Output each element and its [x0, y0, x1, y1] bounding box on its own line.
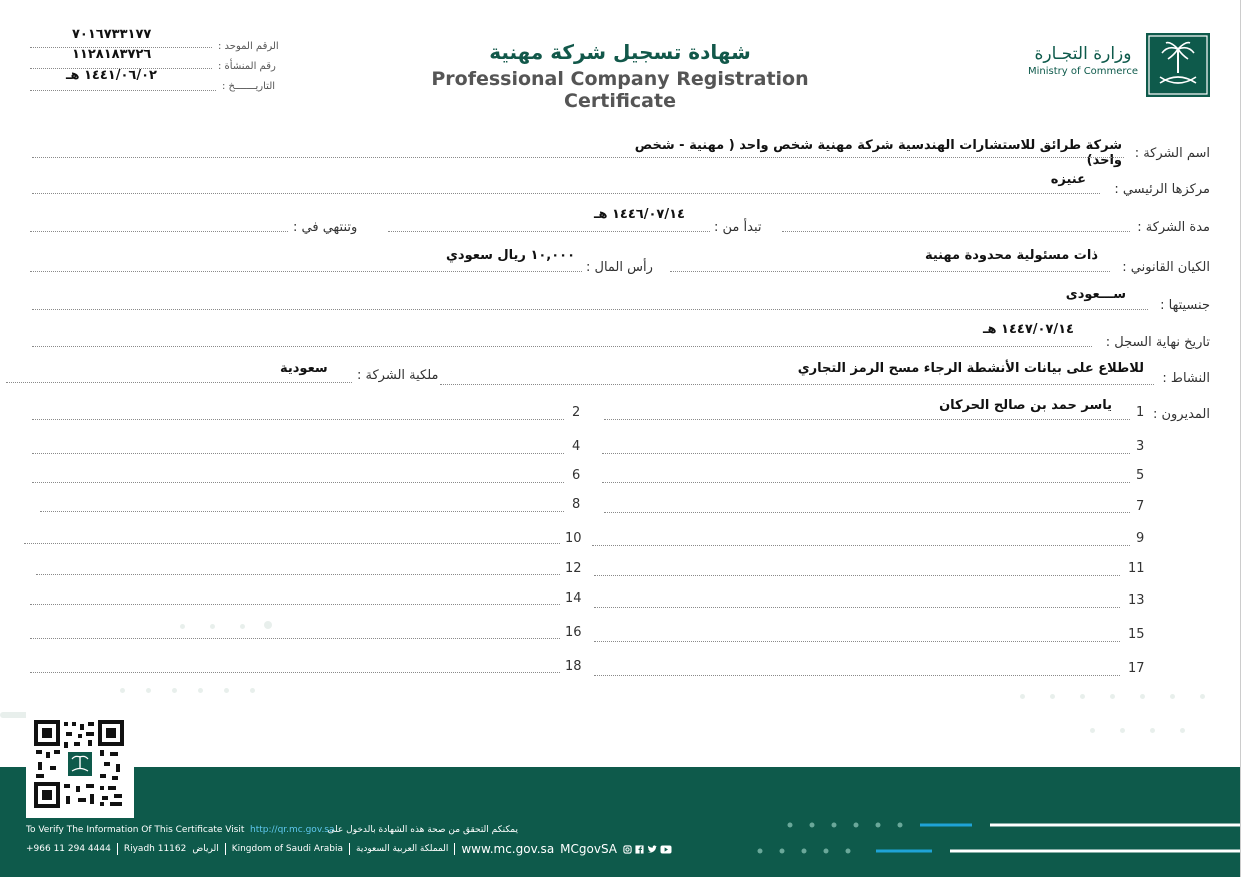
dotted-line — [30, 90, 216, 91]
dotted-line — [32, 482, 564, 483]
dotted-line — [30, 271, 582, 272]
divider — [349, 843, 350, 855]
dotted-line — [604, 512, 1130, 513]
dotted-line — [592, 545, 1130, 546]
footer-decoration — [740, 812, 1240, 862]
ministry-name-ar: وزارة التجـارة — [1034, 44, 1132, 64]
manager-number: 15 — [1128, 627, 1145, 642]
activity-label: النشاط : — [1162, 371, 1210, 386]
kingdom-en: Kingdom of Saudi Arabia — [231, 844, 344, 854]
registry-end-value: ١٤٤٧/٠٧/١٤ هـ — [983, 322, 1074, 337]
company-name — [622, 138, 1122, 168]
verify-text-en: To Verify The Information Of This Certificate Visit — [26, 825, 245, 835]
manager-number: 8 — [572, 497, 581, 512]
dotted-line — [30, 604, 560, 605]
social-icons — [623, 845, 672, 854]
dotted-line — [602, 482, 1130, 483]
manager-1-name: ياسر حمد بن صالح الحركان — [939, 398, 1112, 413]
title-arabic: شهادة تسجيل شركة مهنية — [489, 40, 751, 64]
dotted-line — [6, 382, 352, 383]
ministry-emblem-icon — [1146, 33, 1210, 97]
verify-url-link[interactable]: http://qr.mc.gov.sa — [250, 825, 335, 835]
manager-number: 12 — [565, 561, 582, 576]
unified-number: ٧٠١٦٧٣٣١٧٧ — [72, 27, 152, 42]
phone-number: +966 11 294 4444 — [26, 844, 111, 854]
capital-value: ١٠,٠٠٠ ريال سعودي — [446, 248, 576, 263]
divider — [117, 843, 118, 855]
dotted-line — [36, 574, 560, 575]
manager-number: 16 — [565, 625, 582, 640]
dotted-line — [32, 157, 1124, 158]
starts-value: ١٤٤٦/٠٧/١٤ هـ — [594, 207, 685, 222]
social-handle: MCgovSA — [560, 842, 618, 856]
dotted-line — [32, 419, 564, 420]
dotted-line — [32, 453, 564, 454]
divider — [225, 843, 226, 855]
manager-number: 11 — [1128, 561, 1145, 576]
facebook-icon[interactable] — [635, 845, 644, 854]
manager-number: 18 — [565, 659, 582, 674]
riyadh-en: Riyadh 11162 — [123, 844, 187, 854]
dotted-line — [594, 575, 1120, 576]
dotted-line — [782, 231, 1130, 232]
kingdom-ar: المملكة العربية السعودية — [356, 844, 449, 854]
dotted-line — [594, 675, 1120, 676]
manager-number: 9 — [1136, 531, 1145, 546]
managers-label: المديرون : — [1152, 407, 1210, 422]
dotted-line — [30, 672, 560, 673]
ends-label: وتنتهي في : — [293, 220, 358, 235]
capital-label: رأس المال : — [586, 260, 653, 275]
establishment-number: ١١٢٨١٨٣٧٢٦ — [72, 47, 152, 62]
manager-number: 17 — [1128, 661, 1145, 676]
dotted-line — [32, 309, 1148, 310]
dotted-line — [604, 419, 1130, 420]
hq-value: عنيزه — [1050, 172, 1086, 187]
twitter-icon[interactable] — [647, 845, 657, 854]
manager-number: 3 — [1136, 439, 1145, 454]
dotted-line — [670, 271, 1110, 272]
legal-entity-label: الكيان القانوني : — [1122, 260, 1210, 275]
manager-number: 6 — [572, 468, 581, 483]
issue-date: ١٤٤١/٠٦/٠٢ هـ — [66, 68, 157, 83]
divider — [454, 843, 455, 855]
nationality-label: جنسيتها : — [1160, 298, 1210, 313]
dotted-line — [388, 231, 710, 232]
manager-number: 10 — [565, 531, 582, 546]
dotted-line — [40, 511, 564, 512]
ministry-name — [1028, 44, 1138, 77]
manager-number: 2 — [572, 405, 581, 420]
dotted-line — [30, 231, 288, 232]
manager-number: 14 — [565, 591, 582, 606]
manager-number: 7 — [1136, 499, 1145, 514]
dotted-line — [32, 193, 1100, 194]
title-english: Professional Company Registration Certificate — [431, 68, 809, 112]
nationality-value: ســـعودى — [1065, 287, 1126, 302]
ministry-name-en: Ministry of Commerce — [1028, 66, 1138, 77]
dotted-line — [594, 641, 1120, 642]
instagram-icon[interactable] — [623, 845, 632, 854]
page-edge — [1240, 0, 1246, 877]
unified-number-label: الرقم الموحد : — [218, 41, 279, 52]
registry-end-label: تاريخ نهاية السجل : — [1105, 335, 1210, 350]
contact-row — [26, 841, 672, 857]
dotted-line — [24, 543, 560, 544]
qr-code[interactable] — [26, 710, 134, 818]
dotted-line — [602, 453, 1130, 454]
website-link[interactable]: www.mc.gov.sa — [461, 842, 555, 856]
ownership-label: ملكية الشركة : — [357, 368, 439, 383]
duration-label: مدة الشركة : — [1137, 220, 1210, 235]
starts-label: تبدأ من : — [714, 220, 762, 235]
riyadh-ar: الرياض — [192, 844, 219, 854]
manager-number: 1 — [1136, 405, 1145, 420]
company-name-text: شركة طرائق للاستشارات الهندسية شركة مهنية شخص واحد ( مهنية - شخص واحد) — [634, 138, 1122, 168]
manager-number: 13 — [1128, 593, 1145, 608]
ownership-value: سعودية — [280, 361, 328, 376]
date-label: التاريـــــــخ : — [222, 81, 276, 92]
establishment-number-label: رقم المنشأة : — [218, 61, 276, 72]
dotted-line — [30, 638, 560, 639]
youtube-icon[interactable] — [660, 845, 672, 854]
legal-entity-value: ذات مسئولية محدودة مهنية — [924, 248, 1098, 263]
dotted-line — [32, 346, 1092, 347]
manager-number: 4 — [572, 439, 581, 454]
activity-value: للاطلاع على بيانات الأنشطة الرجاء مسح الرمز التجاري — [797, 361, 1144, 376]
dotted-line — [440, 384, 1154, 385]
manager-number: 5 — [1136, 468, 1145, 483]
verify-text-ar: يمكنكم التحقق من صحة هذه الشهادة بالدخول على — [327, 825, 518, 835]
dotted-line — [594, 607, 1120, 608]
company-name-label: اسم الشركة : — [1134, 146, 1210, 161]
hq-label: مركزها الرئيسي : — [1114, 182, 1210, 197]
